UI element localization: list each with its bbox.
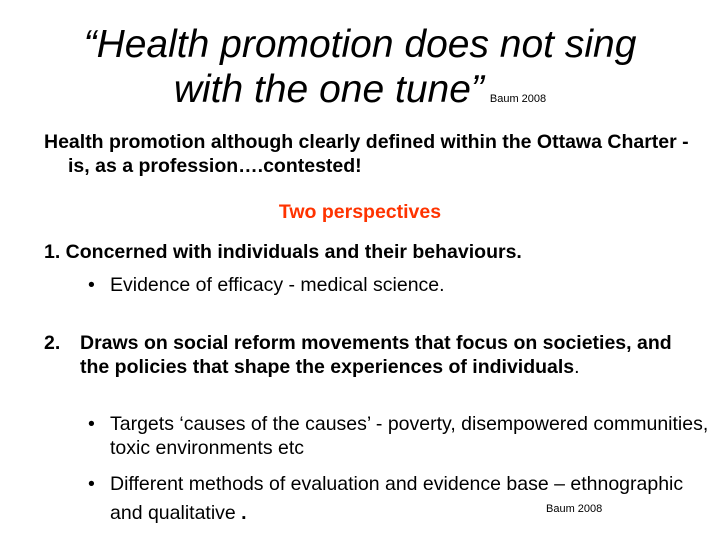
perspective-2-bullet-2-text: Different methods of evaluation and evidence base – ethnographic and qualitative [110, 473, 684, 524]
perspective-2-text [80, 331, 684, 379]
bottom-citation: Baum 2008 [546, 503, 603, 515]
bullet-dot: • [88, 473, 95, 495]
title-citation: Baum 2008 [489, 93, 547, 105]
bullet-dot: • [88, 274, 95, 296]
perspective-2-bullet-1-text: Targets ‘causes of the causes’ - poverty, disempowered communities, toxic environments etc [110, 413, 709, 459]
perspective-1-bullet-text: Evidence of efficacy - medical science. [110, 274, 445, 296]
subheading-two-perspectives: Two perspectives [278, 201, 442, 223]
title-line-2-text: with the one tune” [173, 68, 484, 111]
perspective-2-bullet-2 [88, 470, 710, 528]
perspective-1-heading: 1. Concerned with individuals and their behaviours. [44, 241, 522, 263]
bullet-dot: • [88, 413, 95, 435]
intro-statement: Health promotion although clearly defined within the Ottawa Charter - is, as a profession….contested! [44, 131, 689, 177]
slide-title [0, 22, 720, 122]
perspective-1-bullet [88, 273, 710, 297]
perspective-2-number: 2. [44, 332, 61, 354]
perspective-2-bullet-1 [88, 412, 710, 460]
perspective-2-bullet-2-end: . [235, 502, 247, 524]
perspective-2-heading [44, 331, 684, 379]
title-line-2 [0, 67, 720, 122]
perspective-2-heading-end: . [574, 356, 580, 378]
title-line-1: “Health promotion does not sing [83, 23, 637, 66]
perspective-2-heading-text: Draws on social reform movements that focus on societies, and the policies that shape the experiences of individuals [80, 332, 672, 378]
